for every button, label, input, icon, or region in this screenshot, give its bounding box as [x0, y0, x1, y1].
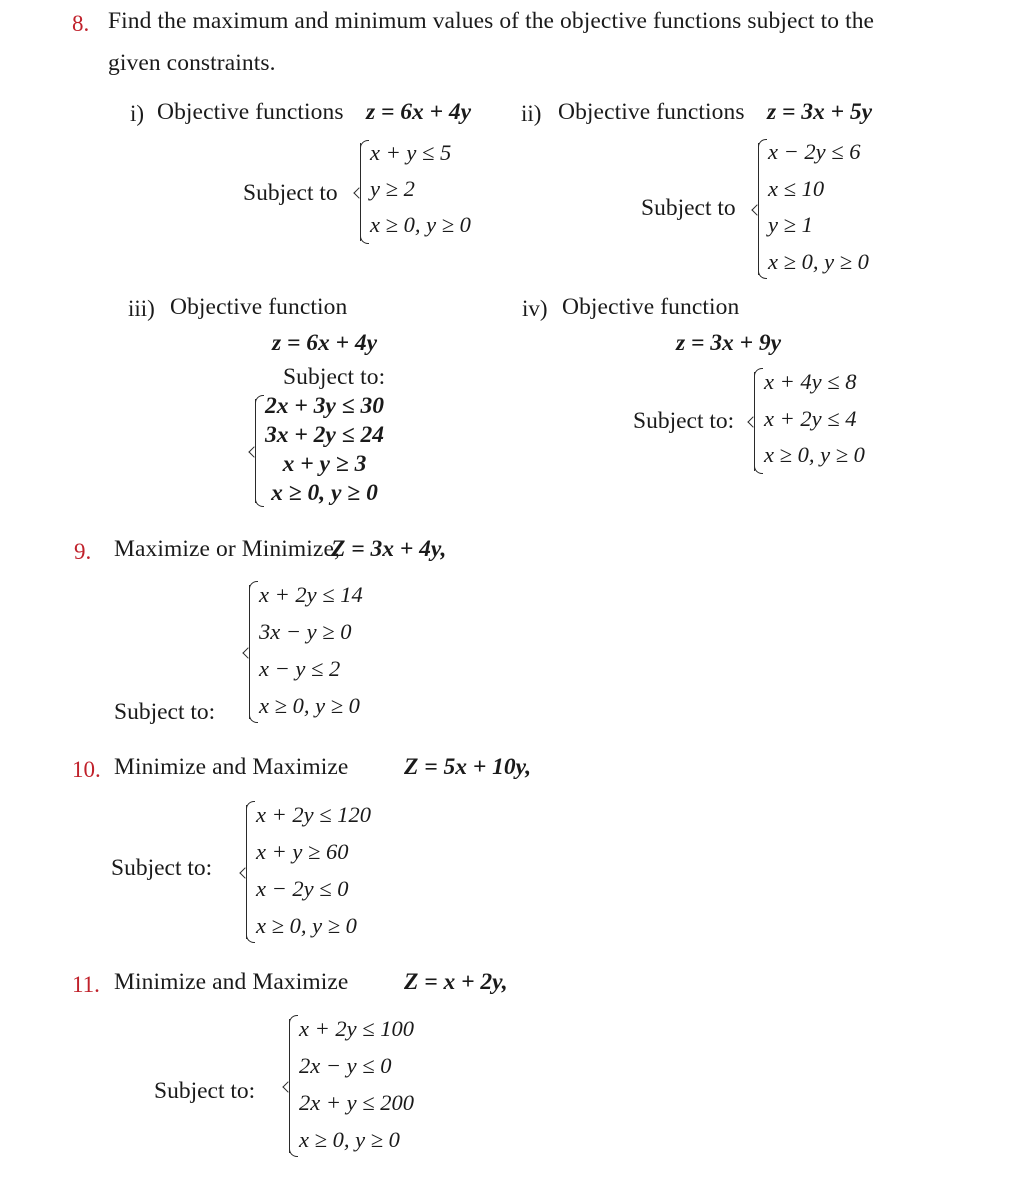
problem-11-constraint-3: 2x + y ≤ 200: [299, 1090, 415, 1115]
part-iv-objective: z = 3x + 9y: [676, 330, 782, 356]
part-iii-constraint-1: 2x + 3y ≤ 30: [265, 393, 384, 419]
problem-8-prompt-line2: given constraints.: [108, 50, 276, 76]
problem-9-heading: Maximize or Minimize,: [114, 536, 340, 562]
problem-10-objective: Z = 5x + 10y,: [404, 754, 532, 780]
part-i-objective: z = 6x + 4y: [366, 99, 472, 125]
part-iii-constraint-3: x + y ≥ 3: [282, 451, 367, 477]
problem-9-constraint-3: x − y ≤ 2: [259, 656, 341, 681]
problem-9-objective: Z = 3x + 4y,: [331, 536, 447, 562]
brace-left: [748, 366, 761, 476]
part-i-subject-label: Subject to: [243, 180, 338, 206]
part-i-constraint-system: [354, 138, 471, 246]
brace-left: [240, 798, 253, 946]
part-i-heading: Objective functions: [157, 99, 344, 125]
problem-9-constraint-1: x + 2y ≤ 14: [259, 582, 363, 607]
problem-9-constraint-system: [243, 578, 363, 726]
part-iii-objective: z = 6x + 4y: [272, 330, 378, 356]
part-iv-subject-label: Subject to:: [633, 408, 735, 434]
problem-10-heading: Minimize and Maximize: [114, 754, 349, 780]
part-iv-constraint-1: x + 4y ≤ 8: [764, 369, 857, 394]
problem-number-9: 9.: [74, 539, 92, 564]
problem-11-constraint-1: x + 2y ≤ 100: [299, 1016, 415, 1041]
part-iii-constraint-2: 3x + 2y ≤ 24: [265, 422, 384, 448]
part-ii-constraint-4: x ≥ 0, y ≥ 0: [768, 248, 869, 274]
problem-number-10: 10.: [72, 757, 101, 782]
problem-10-constraint-2: x + y ≥ 60: [256, 839, 349, 864]
part-ii-constraint-system: [752, 136, 869, 282]
problem-8-prompt-line1: Find the maximum and minimum values of the objective functions subject to the: [108, 8, 875, 34]
part-ii-constraint-1: x − 2y ≤ 6: [768, 139, 861, 164]
problem-9-subject-label: Subject to:: [114, 699, 216, 725]
problem-11-subject-label: Subject to:: [154, 1078, 256, 1104]
problem-number-8: 8.: [72, 11, 90, 36]
part-iv-label: iv): [522, 296, 548, 321]
part-iii-label: iii): [128, 296, 155, 321]
problem-number-11: 11.: [72, 972, 100, 997]
brace-left: [752, 136, 765, 282]
problem-10-constraint-system: [240, 798, 371, 946]
part-iv-constraint-3: x ≥ 0, y ≥ 0: [764, 442, 865, 468]
part-iv-constraint-2: x + 2y ≤ 4: [764, 405, 857, 431]
problem-11-constraint-system: [283, 1012, 414, 1160]
part-iv-heading: Objective function: [562, 294, 740, 320]
part-ii-constraint-2: x ≤ 10: [768, 175, 825, 201]
part-iii-constraint-4: x ≥ 0, y ≥ 0: [271, 480, 378, 506]
part-ii-label: ii): [521, 101, 542, 126]
part-iii-constraint-system: [249, 393, 384, 509]
problem-10-subject-label: Subject to:: [111, 855, 213, 881]
problem-11-constraint-2: 2x − y ≤ 0: [299, 1053, 392, 1078]
problem-9-constraint-4: x ≥ 0, y ≥ 0: [259, 693, 360, 718]
part-ii-subject-label: Subject to: [641, 195, 736, 221]
part-iii-heading: Objective function: [170, 294, 348, 320]
part-i-constraint-3: x ≥ 0, y ≥ 0: [370, 212, 471, 237]
part-ii-constraint-3: y ≥ 1: [768, 212, 813, 237]
part-ii-objective: z = 3x + 5y: [767, 99, 873, 125]
part-i-constraint-1: x + y ≤ 5: [370, 140, 452, 165]
problem-10-constraint-4: x ≥ 0, y ≥ 0: [256, 913, 357, 938]
brace-left: [243, 578, 256, 726]
problem-10-constraint-3: x − 2y ≤ 0: [256, 876, 349, 901]
part-iii-subject-label: Subject to:: [283, 364, 386, 390]
brace-left: [354, 138, 367, 246]
brace-left: [283, 1012, 296, 1160]
problem-11-heading: Minimize and Maximize: [114, 969, 349, 995]
part-i-label: i): [130, 101, 145, 126]
part-ii-heading: Objective functions: [558, 99, 745, 125]
brace-left: [249, 393, 262, 509]
part-i-constraint-2: y ≥ 2: [370, 176, 415, 201]
problem-11-constraint-4: x ≥ 0, y ≥ 0: [299, 1127, 400, 1152]
problem-11-objective: Z = x + 2y,: [404, 969, 508, 995]
part-iv-constraint-system: [748, 366, 865, 476]
problem-10-constraint-1: x + 2y ≤ 120: [256, 802, 372, 827]
problem-9-constraint-2: 3x − y ≥ 0: [259, 619, 352, 644]
